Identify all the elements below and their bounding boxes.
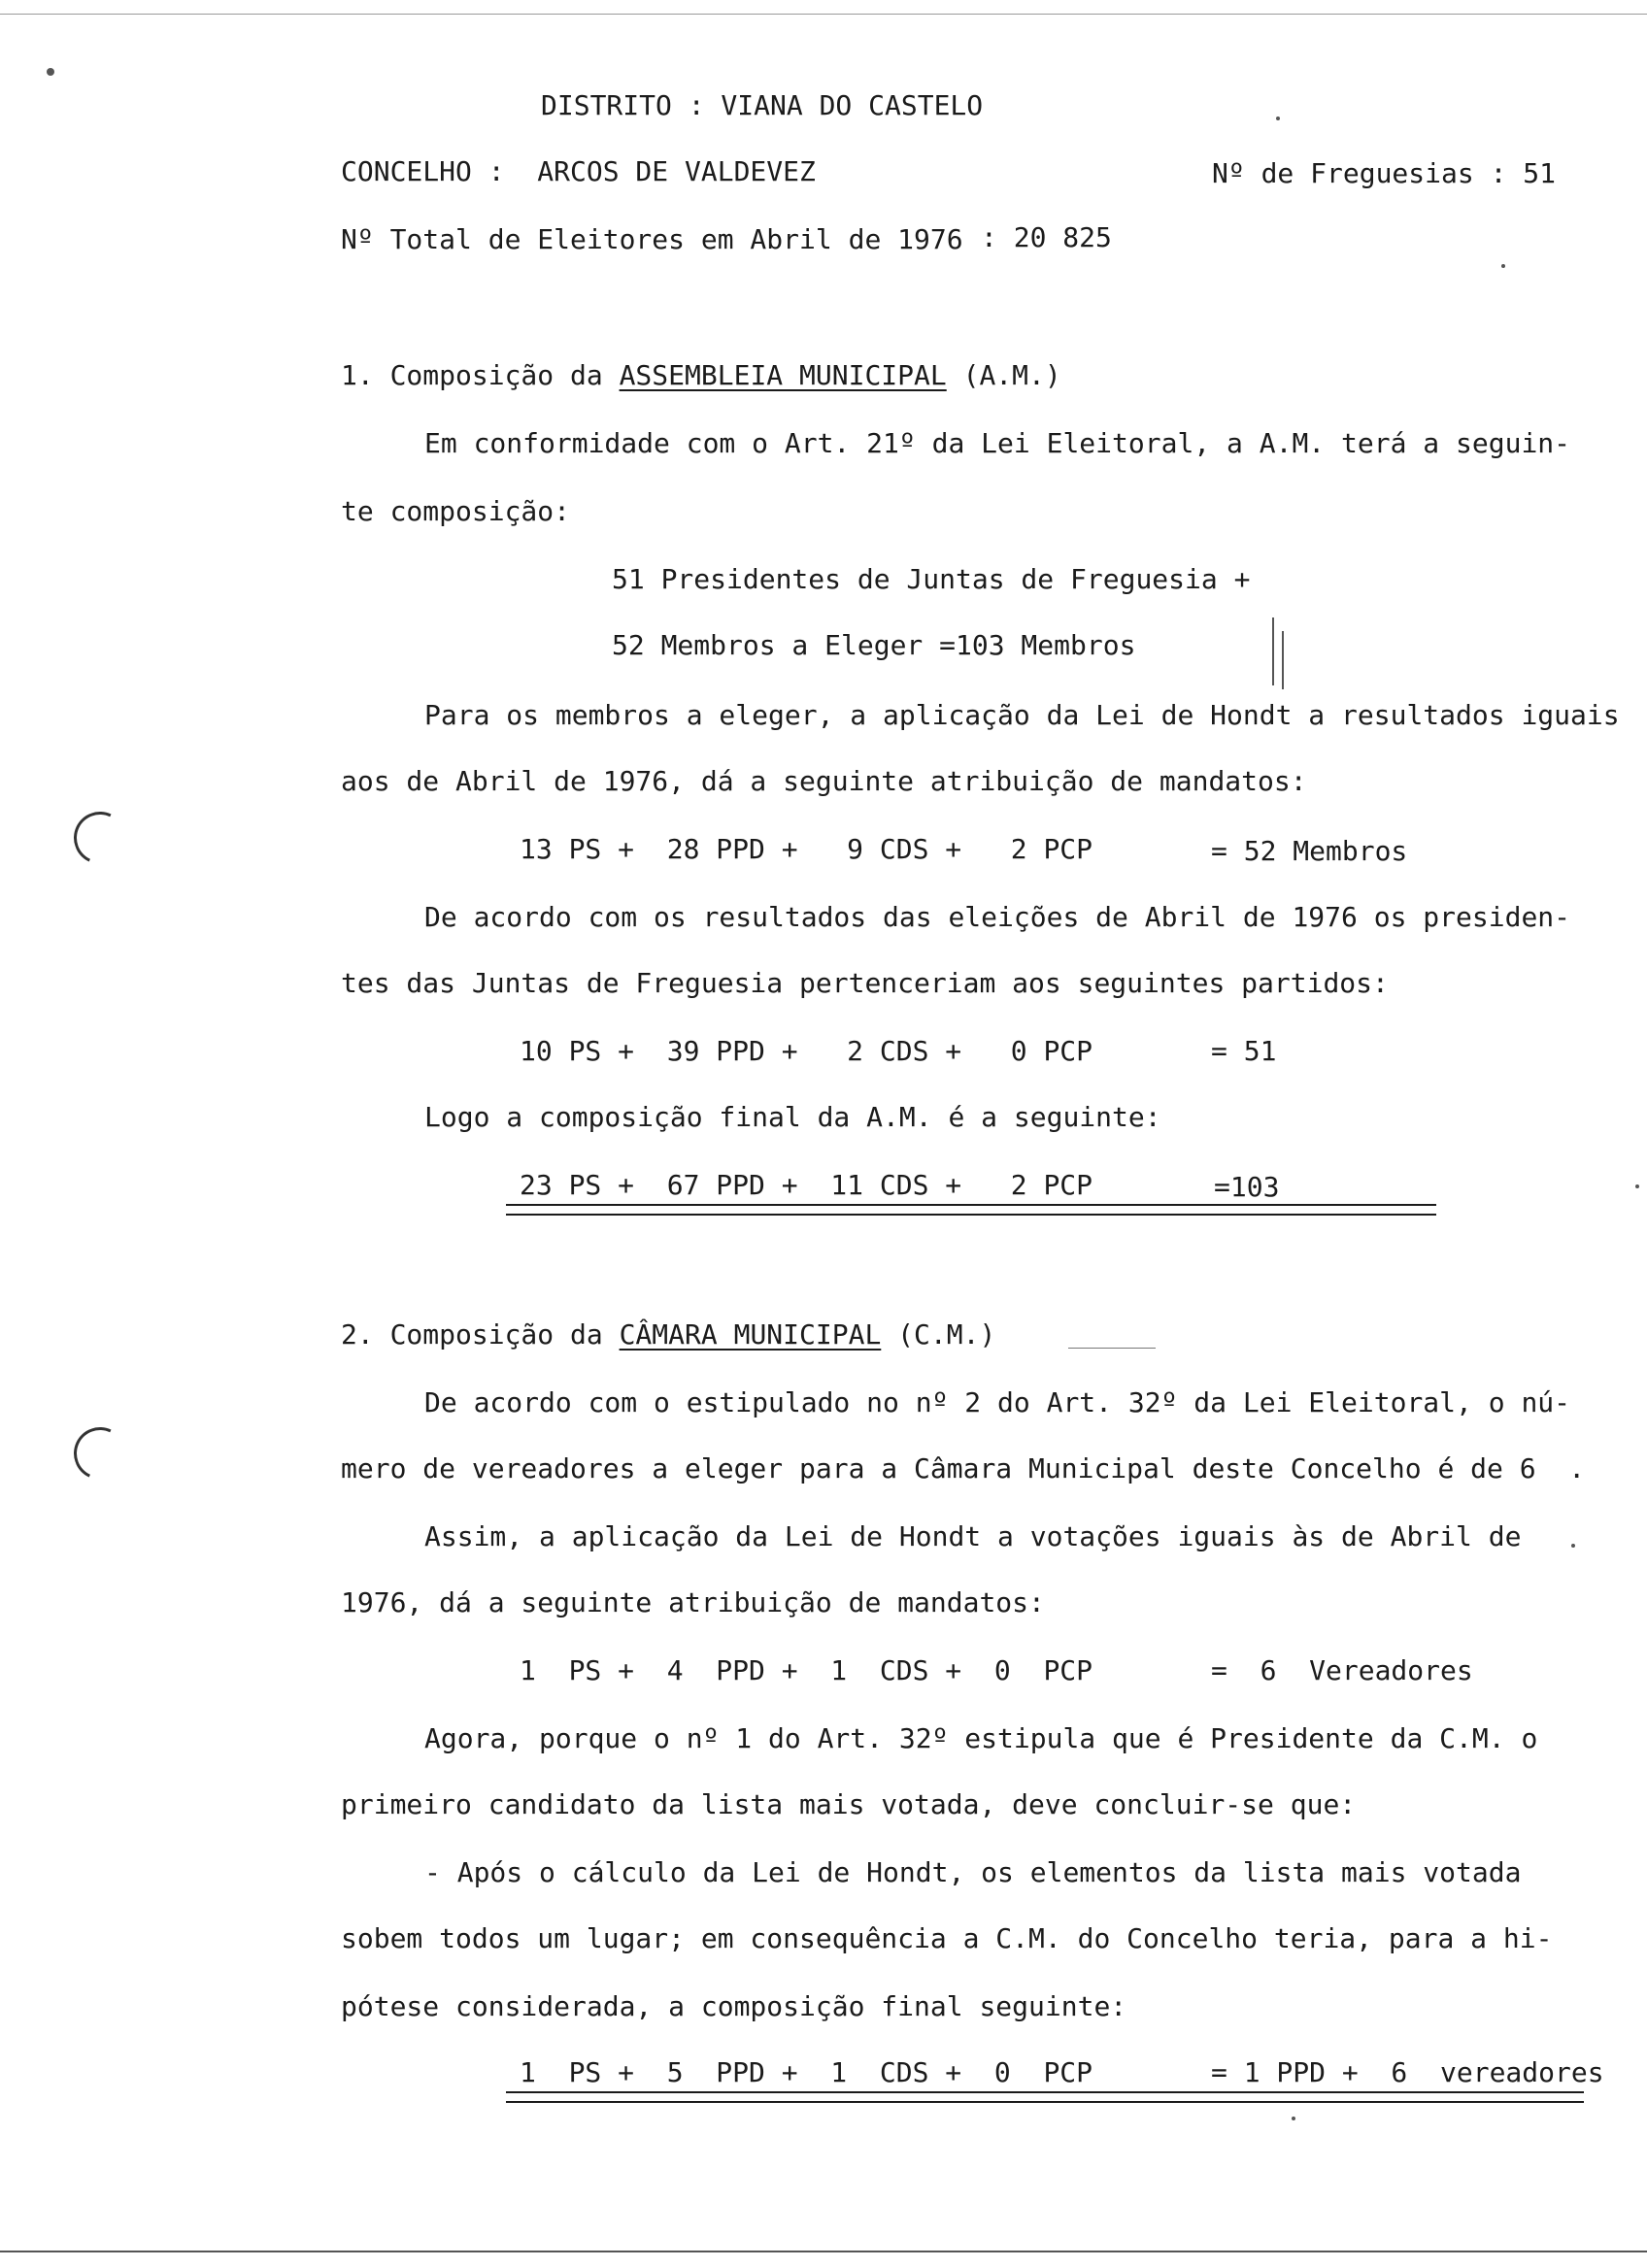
section2-paragraph3-line1: Agora, porque o nº 1 do Art. 32º estipula que é Presidente da C.M. o xyxy=(424,1722,1538,1754)
section2-final-right: = 1 PPD + 6 vereadores xyxy=(1211,2056,1604,2088)
section1-paragraph3-line2: tes das Juntas de Freguesia pertenceriam aos seguintes partidos: xyxy=(341,967,1389,999)
section2-equation1-left: 1 PS + 4 PPD + 1 CDS + 0 PCP xyxy=(520,1654,1093,1686)
scan-top-edge xyxy=(0,14,1647,15)
section1-paragraph1-line1: Em conformidade com o Art. 21º da Lei Eleitoral, a A.M. terá a seguin- xyxy=(424,427,1571,459)
margin-mark xyxy=(1282,631,1284,689)
section2-paragraph2-line1: Assim, a aplicação da Lei de Hondt a votações iguais às de Abril de xyxy=(424,1520,1522,1552)
section2-heading-title: CÂMARA MUNICIPAL xyxy=(619,1318,882,1351)
speck xyxy=(1571,1544,1575,1548)
speck xyxy=(1292,2117,1295,2120)
section1-total-rule-top xyxy=(506,1204,1436,1206)
section1-paragraph4: Logo a composição final da A.M. é a seguinte: xyxy=(424,1101,1161,1133)
speck xyxy=(1635,1184,1639,1188)
section2-paragraph4-line1: - Após o cálculo da Lei de Hondt, os elementos da lista mais votada xyxy=(424,1856,1522,1888)
section2-equation1-right: = 6 Vereadores xyxy=(1211,1654,1473,1686)
section1-equation1-right: = 52 Membros xyxy=(1211,835,1408,867)
section2-heading-suffix: (C.M.) xyxy=(881,1318,996,1351)
pencil-mark xyxy=(1068,1348,1156,1349)
section1-total-left: 23 PS + 67 PPD + 11 CDS + 2 PCP xyxy=(520,1169,1093,1201)
speck xyxy=(1276,117,1280,120)
section2-paragraph1-line2: mero de vereadores a eleger para a Câmara Municipal deste Concelho é de 6 . xyxy=(341,1452,1586,1484)
section2-heading xyxy=(341,1318,995,1351)
margin-mark xyxy=(1272,617,1274,685)
section2-paragraph2-line2: 1976, dá a seguinte atribuição de mandatos: xyxy=(341,1586,1045,1618)
section1-equation2-left: 10 PS + 39 PPD + 2 CDS + 0 PCP xyxy=(520,1035,1093,1067)
punch-hole-top xyxy=(66,804,133,871)
punch-hole-bottom xyxy=(66,1419,133,1486)
section1-paragraph2-line2: aos de Abril de 1976, dá a seguinte atribuição de mandatos: xyxy=(341,765,1307,797)
composition-line2: 52 Membros a Eleger =103 Membros xyxy=(612,629,1136,661)
section2-heading-prefix: 2. Composição da xyxy=(341,1318,620,1351)
section1-total-right: =103 xyxy=(1214,1171,1280,1203)
freguesias-count: Nº de Freguesias : 51 xyxy=(1212,157,1557,189)
speck xyxy=(47,68,54,76)
section1-heading-title: ASSEMBLEIA MUNICIPAL xyxy=(619,359,947,391)
section2-final-rule-top xyxy=(506,2091,1584,2093)
speck xyxy=(1501,264,1505,268)
scan-bottom-edge xyxy=(0,2251,1647,2252)
section1-total-rule-bottom xyxy=(506,1214,1436,1216)
section2-paragraph4-line3: pótese considerada, a composição final seguinte: xyxy=(341,1990,1127,2022)
section2-paragraph1-line1: De acordo com o estipulado no nº 2 do Art. 32º da Lei Eleitoral, o nú- xyxy=(424,1386,1571,1418)
concelho-line: CONCELHO : ARCOS DE VALDEVEZ xyxy=(341,155,816,187)
composition-line1: 51 Presidentes de Juntas de Freguesia + xyxy=(612,563,1251,595)
eleitores-label: Nº Total de Eleitores em Abril de 1976 xyxy=(341,223,963,255)
section1-paragraph1-line2: te composição: xyxy=(341,495,571,527)
section1-equation2-right: = 51 xyxy=(1211,1035,1277,1067)
section1-paragraph2-line1: Para os membros a eleger, a aplicação da Lei de Hondt a resultados iguais xyxy=(424,699,1620,731)
section1-heading-prefix: 1. Composição da xyxy=(341,359,620,391)
section2-paragraph4-line2: sobem todos um lugar; em consequência a C.M. do Concelho teria, para a hi- xyxy=(341,1922,1553,1954)
section2-paragraph3-line2: primeiro candidato da lista mais votada, deve concluir-se que: xyxy=(341,1788,1357,1820)
section1-heading-suffix: (A.M.) xyxy=(946,359,1061,391)
section2-final-left: 1 PS + 5 PPD + 1 CDS + 0 PCP xyxy=(520,2056,1093,2088)
eleitores-value: : 20 825 xyxy=(981,221,1112,253)
section2-final-rule-bottom xyxy=(506,2101,1584,2103)
section1-heading xyxy=(341,359,1061,392)
section1-paragraph3-line1: De acordo com os resultados das eleições de Abril de 1976 os presiden- xyxy=(424,901,1571,933)
distrito-line: DISTRITO : VIANA DO CASTELO xyxy=(541,89,984,121)
section1-equation1-left: 13 PS + 28 PPD + 9 CDS + 2 PCP xyxy=(520,833,1093,865)
